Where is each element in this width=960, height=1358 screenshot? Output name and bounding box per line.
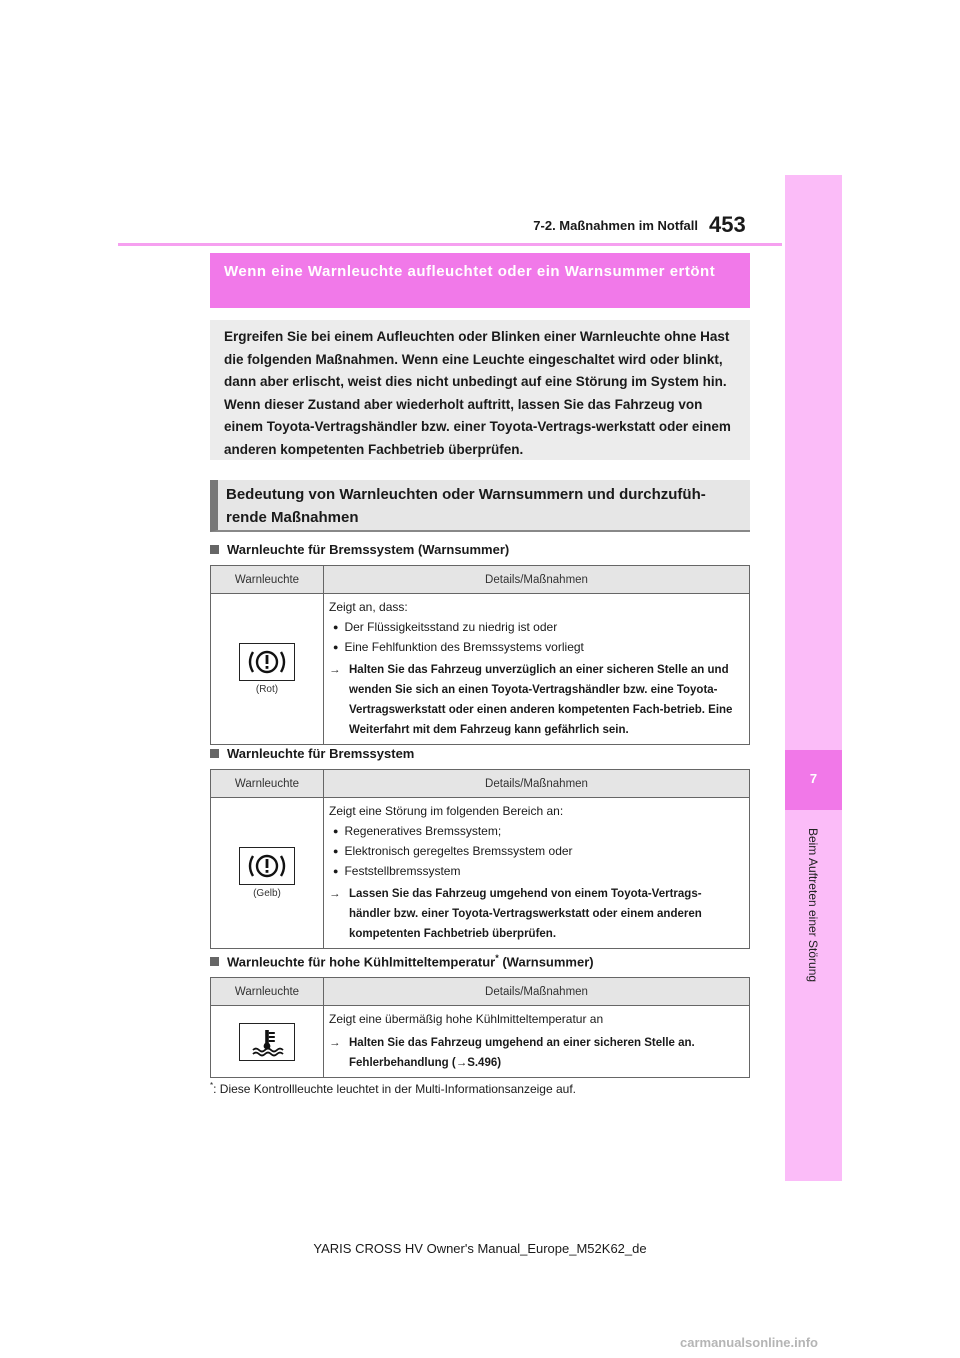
watermark: carmanualsonline.info [680, 1335, 818, 1350]
list-item: ● Regeneratives Bremssystem; [329, 821, 741, 841]
square-bullet-icon [210, 545, 219, 554]
details-intro: Zeigt eine Störung im folgenden Bereich an: [329, 804, 564, 818]
header-rule [118, 243, 782, 246]
column-header-light: Warnleuchte [211, 978, 324, 1006]
details-intro: Zeigt eine übermäßig hohe Kühlmitteltemperatur an [329, 1012, 604, 1026]
column-header-details: Details/Maßnahmen [324, 566, 750, 594]
column-header-light: Warnleuchte [211, 566, 324, 594]
section-heading: Wenn eine Warnleuchte aufleuchtet oder ein Warnsummer ertönt [210, 253, 750, 308]
chapter-title: Beim Auftreten einer Störung [806, 827, 820, 983]
subsection-heading: Bedeutung von Warnleuchten oder Warnsummern und durchzufüh-rende Maßnahmen [210, 480, 750, 532]
table-heading-brake-buzzer: Warnleuchte für Bremssystem (Warnsummer) [210, 542, 509, 557]
details-intro: Zeigt an, dass: [329, 600, 408, 614]
icon-color-label: (Rot) [255, 684, 279, 695]
section-label: 7-2. Maßnahmen im Notfall [533, 218, 698, 233]
arrow-icon: → [329, 664, 341, 676]
page-footer: YARIS CROSS HV Owner's Manual_Europe_M52K62_de [313, 1241, 647, 1256]
warning-table-brake-red [210, 565, 750, 745]
footnote: *: Diese Kontrollleuchte leuchtet in der Multi-Informationsanzeige auf. [210, 1081, 576, 1096]
table-heading-coolant: Warnleuchte für hohe Kühlmitteltemperatur* (Warnsummer) [210, 953, 594, 969]
brake-warning-icon [239, 643, 295, 681]
table-heading-brake: Warnleuchte für Bremssystem [210, 746, 414, 761]
action-text: → Halten Sie das Fahrzeug unverzüglich an einer sicheren Stelle an und wenden Sie sich an einen Toyota-Vertragshändler bzw. eine Toyota-Vertragswerkstatt oder einen anderen kompetenten Fach-betrieb. Eine Weiterfahrt mit dem Fahrzeug kann gefährlich sein. [329, 660, 741, 740]
column-header-details: Details/Maßnahmen [324, 770, 750, 798]
action-text: → Lassen Sie das Fahrzeug umgehend von einem Toyota-Vertrags-händler bzw. einer Toyota-Vertragswerkstatt oder einem anderen kompetenten Fachbetrieb überprüfen. [329, 884, 741, 944]
page-number: 453 [709, 212, 746, 237]
list-item: ● Elektronisch geregeltes Bremssystem oder [329, 841, 741, 861]
coolant-temperature-icon [239, 1023, 295, 1061]
chapter-side-tab [785, 175, 842, 1181]
column-header-details: Details/Maßnahmen [324, 978, 750, 1006]
warning-table-coolant [210, 977, 750, 1078]
arrow-icon: → [329, 1037, 341, 1049]
column-header-light: Warnleuchte [211, 770, 324, 798]
brake-warning-icon [239, 847, 295, 885]
action-text: → Halten Sie das Fahrzeug umgehend an einer sicheren Stelle an. Fehlerbehandlung (→S.496) [329, 1033, 741, 1073]
square-bullet-icon [210, 749, 219, 758]
chapter-number: 7 [809, 771, 818, 786]
square-bullet-icon [210, 957, 219, 966]
intro-text: Ergreifen Sie bei einem Aufleuchten oder Blinken einer Warnleuchte ohne Hast die folgenden Maßnahmen. Wenn eine Leuchte eingeschaltet wird oder blinkt, dann aber erlischt, weist dies nicht unbedingt auf eine Störung im System hin. Wenn dieser Zustand aber wiederholt auftritt, lassen Sie das Fahrzeug von einem Toyota-Vertragshändler bzw. einer Toyota-Vertrags-werkstatt oder einem anderen kompetenten Fachbetrieb überprüfen. [210, 320, 750, 460]
arrow-icon: → [329, 888, 341, 900]
list-item: ● Der Flüssigkeitsstand zu niedrig ist oder [329, 617, 741, 637]
warning-table-brake-yellow [210, 769, 750, 949]
list-item: ● Feststellbremssystem [329, 861, 741, 881]
icon-color-label: (Gelb) [253, 888, 281, 899]
list-item: ● Eine Fehlfunktion des Bremssystems vorliegt [329, 637, 741, 657]
